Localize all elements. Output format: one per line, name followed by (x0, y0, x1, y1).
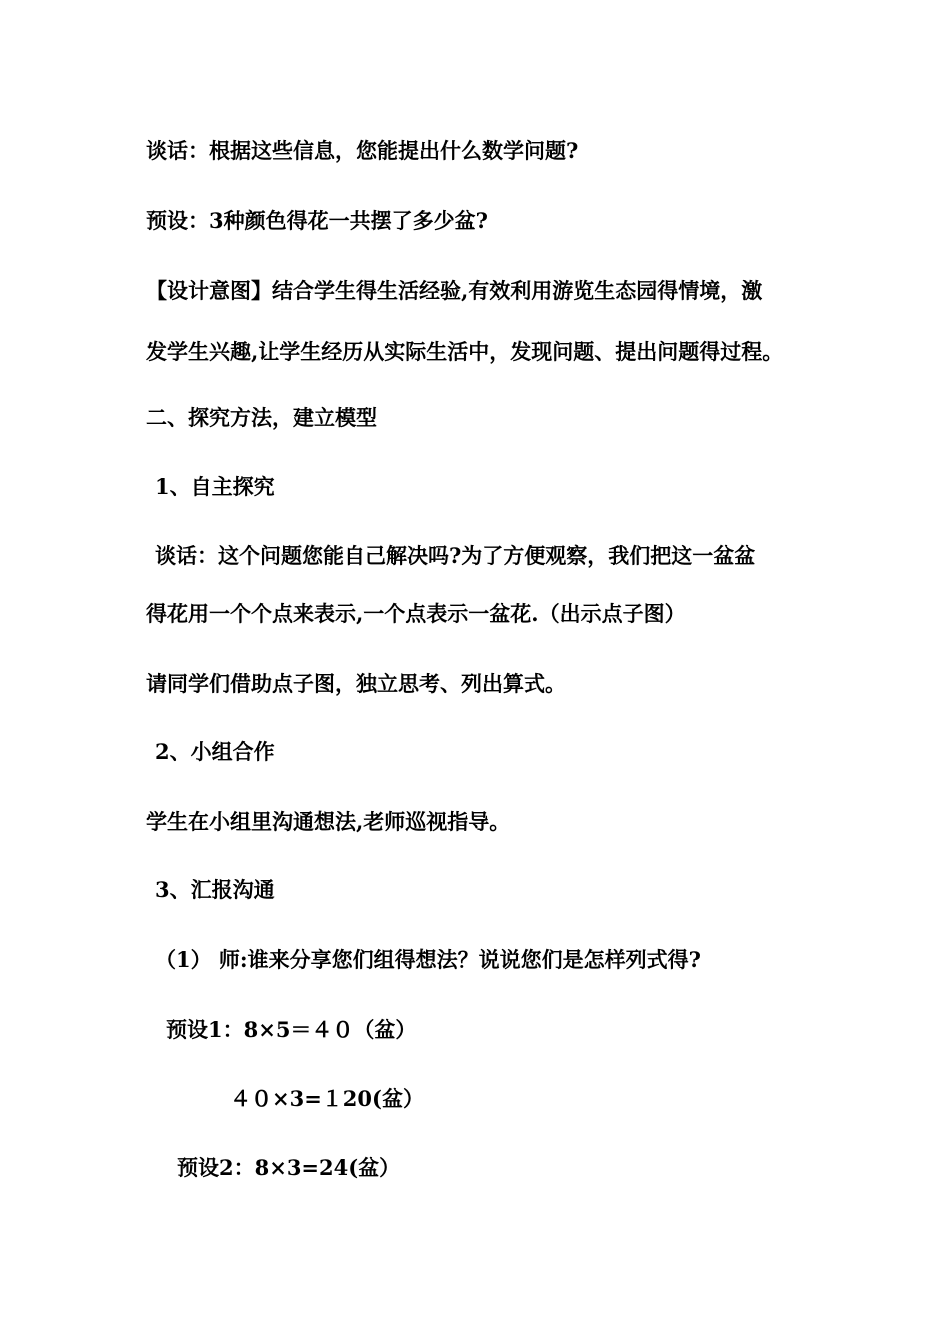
section-heading: 二、探究方法，建立模型 (146, 405, 377, 430)
text-line: 预设：3种颜色得花一共摆了多少盆? (146, 208, 488, 233)
text-line: 谈话：根据这些信息，您能提出什么数学问题? (146, 138, 579, 163)
equation-line: ４０×3=１20(盆） (230, 1086, 424, 1111)
text-line: 发学生兴趣,让学生经历从实际生活中，发现问题、提出问题得过程。 (146, 339, 784, 364)
text-line: 学生在小组里沟通想法,老师巡视指导。 (146, 809, 511, 834)
text-line: 得花用一个个点来表示,一个点表示一盆花.（出示点子图） (146, 601, 686, 626)
text-line: （1） 师:谁来分享您们组得想法？说说您们是怎样列式得? (155, 947, 701, 972)
text-line: 谈话：这个问题您能自己解决吗?为了方便观察，我们把这一盆盆 (155, 543, 756, 568)
subsection-heading: 1、自主探究 (155, 474, 275, 499)
subsection-heading: 3、汇报沟通 (155, 877, 275, 902)
text-line: 请同学们借助点子图，独立思考、列出算式。 (146, 671, 566, 696)
equation-line: 预设2：8×3=24(盆） (177, 1155, 401, 1180)
subsection-heading: 2、小组合作 (155, 739, 275, 764)
text-line: 【设计意图】结合学生得生活经验,有效利用游览生态园得情境，激 (146, 278, 763, 303)
equation-line: 预设1：8×5＝４０（盆） (166, 1017, 417, 1042)
